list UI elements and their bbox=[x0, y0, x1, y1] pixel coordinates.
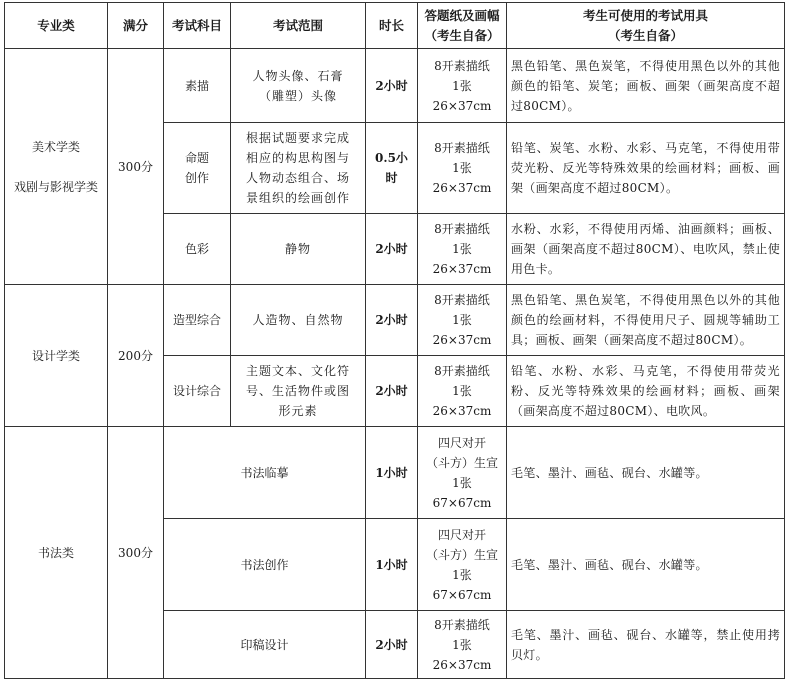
header-scope: 考试范围 bbox=[231, 3, 366, 49]
major-line: 美术学类 bbox=[31, 139, 80, 154]
paper-line: 1张 bbox=[452, 242, 472, 256]
scope-line: 人造物、自然物 bbox=[252, 313, 344, 327]
major-cell bbox=[5, 49, 108, 285]
scope-line: 主题文本、文化符 bbox=[245, 364, 350, 378]
header-tools-line: 考生可使用的考试用具 bbox=[582, 7, 708, 23]
paper-line: 8开素描纸 bbox=[434, 141, 490, 155]
duration-cell: 2小时 bbox=[366, 356, 418, 427]
paper-line: 四尺对开 bbox=[437, 527, 486, 542]
paper-line: 26×37cm bbox=[432, 404, 492, 418]
paper-line: 26×37cm bbox=[432, 333, 492, 347]
header-major: 专业类 bbox=[5, 3, 108, 49]
subject-cell bbox=[164, 49, 231, 123]
scope-line: 根据试题要求完成 bbox=[245, 131, 350, 145]
paper-cell bbox=[418, 123, 507, 214]
paper-line: 1张 bbox=[452, 567, 472, 582]
subject-cell: 书法创作 bbox=[164, 519, 366, 611]
scope-cell bbox=[231, 285, 366, 356]
paper-line: 1张 bbox=[452, 78, 472, 93]
header-score: 满分 bbox=[108, 3, 164, 49]
subject-line: 设计综合 bbox=[172, 384, 221, 398]
subject-cell bbox=[164, 356, 231, 427]
tools-cell: 毛笔、墨汁、画毡、砚台、水罐等。 bbox=[507, 427, 785, 519]
tools-cell: 水粉、水彩，不得使用丙烯、油画颜料；画板、画架（画架高度不超过80CM）、电吹风，禁止使用色卡。 bbox=[507, 214, 785, 285]
paper-line: 26×37cm bbox=[432, 181, 492, 195]
paper-line: 26×37cm bbox=[432, 657, 492, 672]
tools-cell: 毛笔、墨汁、画毡、砚台、水罐等。 bbox=[507, 519, 785, 611]
paper-line: 1张 bbox=[452, 637, 472, 652]
paper-line: 26×37cm bbox=[432, 262, 492, 276]
duration-cell: 2小时 bbox=[366, 214, 418, 285]
scope-line: （雕塑）头像 bbox=[258, 88, 337, 103]
tools-cell: 黑色铅笔、黑色炭笔，不得使用黑色以外的其他颜色的绘画材料，不得使用尺子、圆规等辅助工具；画板、画架（画架高度不超过80CM）。 bbox=[507, 285, 785, 356]
tools-cell: 铅笔、水粉、水彩、马克笔，不得使用带荧光粉、反光等特殊效果的绘画材料；画板、画架（画架高度不超过80CM）、电吹风。 bbox=[507, 356, 785, 427]
paper-cell bbox=[418, 427, 507, 519]
subject-line: 创作 bbox=[184, 171, 209, 185]
exam-requirements-table bbox=[4, 2, 785, 679]
paper-line: 1张 bbox=[452, 313, 472, 327]
major-cell bbox=[5, 285, 108, 427]
subject-cell: 印稿设计 bbox=[164, 611, 366, 679]
score-cell: 300分 bbox=[108, 49, 164, 285]
scope-line: 号、生活物件或图 bbox=[245, 384, 350, 398]
header-paper-line: （考生自备） bbox=[424, 27, 500, 43]
table-row bbox=[5, 285, 785, 356]
paper-cell bbox=[418, 356, 507, 427]
tools-cell: 铅笔、炭笔、水粉、水彩、马克笔，不得使用带荧光粉、反光等特殊效果的绘画材料；画板、画架（画架高度不超过80CM）。 bbox=[507, 123, 785, 214]
paper-line: 26×37cm bbox=[432, 98, 492, 113]
duration-cell: 1小时 bbox=[366, 427, 418, 519]
paper-cell bbox=[418, 285, 507, 356]
paper-line: 8开素描纸 bbox=[434, 58, 490, 73]
duration-cell: 2小时 bbox=[366, 49, 418, 123]
scope-cell bbox=[231, 356, 366, 427]
major-line: 设计学类 bbox=[31, 348, 80, 363]
subject-line: 命题 bbox=[184, 151, 209, 165]
tools-cell: 毛笔、墨汁、画毡、砚台、水罐等，禁止使用拷贝灯。 bbox=[507, 611, 785, 679]
subject-line: 素描 bbox=[184, 78, 209, 93]
paper-line: （斗方）生宣 bbox=[425, 455, 498, 470]
duration-cell: 2小时 bbox=[366, 285, 418, 356]
header-subject: 考试科目 bbox=[164, 3, 231, 49]
scope-line: 人物头像、石膏 bbox=[252, 68, 344, 83]
paper-line: 67×67cm bbox=[432, 495, 492, 510]
subject-line: 色彩 bbox=[184, 242, 209, 256]
paper-cell bbox=[418, 519, 507, 611]
subject-line: 造型综合 bbox=[172, 313, 221, 327]
scope-cell bbox=[231, 214, 366, 285]
header-row bbox=[5, 3, 785, 49]
table-row bbox=[5, 427, 785, 519]
scope-line: 人物动态组合、场 bbox=[245, 171, 350, 185]
scope-cell bbox=[231, 49, 366, 123]
paper-line: 8开素描纸 bbox=[434, 617, 490, 632]
paper-cell bbox=[418, 49, 507, 123]
scope-cell bbox=[231, 123, 366, 214]
table-row bbox=[5, 49, 785, 123]
duration-cell: 2小时 bbox=[366, 611, 418, 679]
header-tools bbox=[507, 3, 785, 49]
subject-cell bbox=[164, 285, 231, 356]
major-line: 戏剧与影视学类 bbox=[13, 179, 98, 194]
score-cell: 300分 bbox=[108, 427, 164, 679]
duration-cell: 1小时 bbox=[366, 519, 418, 611]
scope-line: 相应的构思构图与 bbox=[245, 151, 350, 165]
scope-line: 形元素 bbox=[278, 404, 318, 418]
paper-line: 8开素描纸 bbox=[434, 222, 490, 236]
scope-line: 景组织的绘画创作 bbox=[245, 191, 350, 205]
header-duration: 时长 bbox=[366, 3, 418, 49]
header-paper bbox=[418, 3, 507, 49]
paper-line: 1张 bbox=[452, 384, 472, 398]
subject-cell bbox=[164, 214, 231, 285]
major-line: 书法类 bbox=[37, 545, 74, 560]
paper-line: 8开素描纸 bbox=[434, 364, 490, 378]
subject-cell bbox=[164, 123, 231, 214]
subject-cell: 书法临摹 bbox=[164, 427, 366, 519]
paper-line: （斗方）生宣 bbox=[425, 547, 498, 562]
major-cell bbox=[5, 427, 108, 679]
score-cell: 200分 bbox=[108, 285, 164, 427]
paper-line: 67×67cm bbox=[432, 587, 492, 602]
paper-cell bbox=[418, 214, 507, 285]
paper-line: 四尺对开 bbox=[437, 435, 486, 450]
paper-line: 1张 bbox=[452, 475, 472, 490]
duration-cell: 0.5小时 bbox=[366, 123, 418, 214]
header-paper-line: 答题纸及画幅 bbox=[424, 7, 500, 23]
scope-line: 静物 bbox=[284, 242, 311, 256]
tools-cell: 黑色铅笔、黑色炭笔，不得使用黑色以外的其他颜色的铅笔、炭笔；画板、画架（画架高度不超过80CM）。 bbox=[507, 49, 785, 123]
paper-line: 1张 bbox=[452, 161, 472, 175]
header-tools-line: （考生自备） bbox=[607, 27, 683, 43]
paper-line: 8开素描纸 bbox=[434, 293, 490, 307]
paper-cell bbox=[418, 611, 507, 679]
